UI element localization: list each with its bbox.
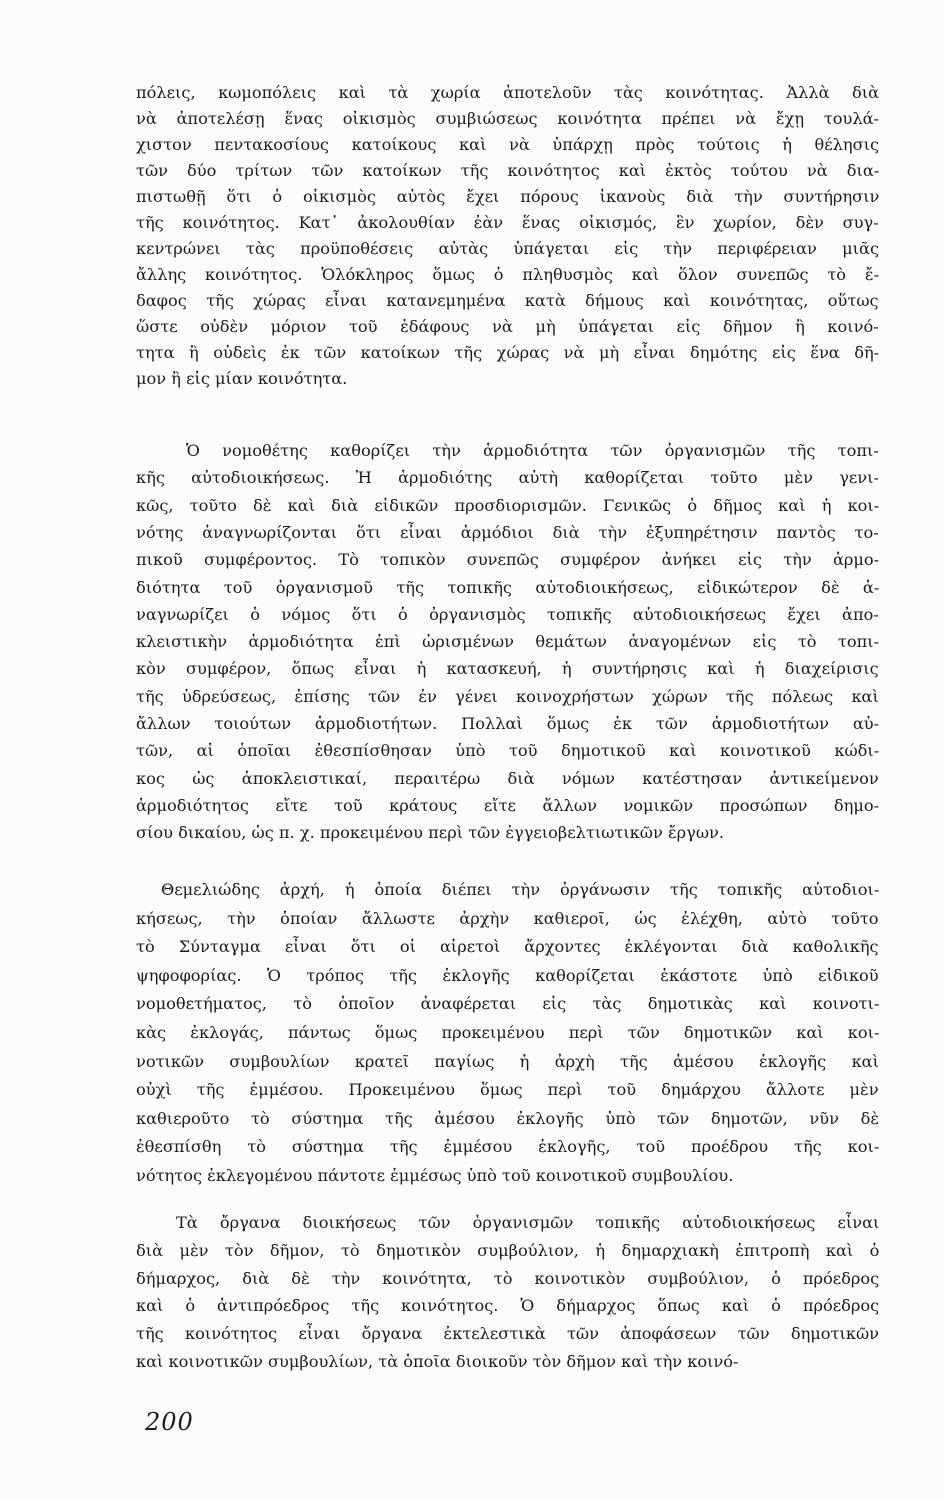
text-line: τὸ Σύνταγμα εἶναι ὅτι οἱ αἱρετοὶ ἄρχοντες ἐκλέγονται διὰ καθολικῆς	[136, 937, 879, 957]
text-line: διότητα τοῦ ὀργανισμοῦ τῆς τοπικῆς αὐτοδιοικήσεως, εἰδικώτερον δὲ ἀ-	[136, 577, 880, 597]
text-line: ὥστε οὐδὲν μόριον τοῦ ἐδάφους νὰ μὴ ὑπάγεται εἰς δῆμον ἢ κοινό-	[136, 317, 879, 336]
text-line: τῆς κοινότητος. Κατ᾽ ἀκολουθίαν ἐὰν ἕνας οἰκισμός, ἓν χωρίον, δὲν συγ-	[136, 213, 879, 232]
text-line: Θεμελιώδης ἀρχή, ἡ ὁποία διέπει τὴν ὀργάνωσιν τῆς τοπικῆς αὐτοδιοι-	[161, 880, 880, 899]
text-line: οὐχὶ τῆς ἐμμέσου. Προκειμένου ὅμως περὶ τοῦ δημάρχου ἄλλοτε μὲν	[136, 1080, 879, 1100]
text-line: κὰς ἐκλογάς, πάντως ὅμως προκειμένου περὶ τῶν δημοτικῶν καὶ κοι-	[136, 1023, 880, 1042]
text-line: κεντρώνει τὰς προϋποθέσεις αὐτὰς ὑπάγεται εἰς τὴν περιφέρειαν μιᾶς	[136, 239, 880, 258]
text-line: κῆς αὐτοδιοικήσεως. Ἡ ἁρμοδιότης αὐτὴ καθορίζεται τοῦτο μὲν γενι-	[136, 468, 879, 488]
text-line: σίου δικαίου, ὡς π. χ. προκειμένου περὶ τῶν ἐγγειοβελτιωτικῶν ἔργων.	[136, 823, 725, 843]
text-line: ναγνωρίζει ὁ νόμος ὅτι ὁ ὀργανισμὸς τοπικῆς αὐτοδιοικήσεως ἔχει ἀπο-	[136, 604, 879, 624]
text-line: νότης ἀναγνωρίζονται ὅτι εἶναι ἁρμόδιοι διὰ τὴν ἐξυπηρέτησιν παντὸς το-	[136, 522, 879, 542]
text-line: νότητος ἐκλεγομένου πάντοτε ἐμμέσως ὑπὸ τοῦ κοινοτικοῦ συμβουλίου.	[136, 1166, 734, 1185]
text-line: τητα ἢ οὐδεὶς ἐκ τῶν κατοίκων τῆς χώρας νὰ μὴ εἶναι δημότης εἰς ἕνα δῆ-	[136, 343, 880, 362]
text-line: ἄλλων τοιούτων ἁρμοδιοτήτων. Πολλαὶ ὅμως ἐκ τῶν ἁρμοδιοτήτων αὐ-	[136, 714, 880, 733]
text-line: κὸν συμφέρον, ὅπως εἶναι ἡ κατασκευή, ἡ συντήρησις καὶ ἡ διαχείρισις	[136, 659, 879, 679]
text-line: διὰ μὲν τὸν δῆμον, τὸ δημοτικὸν συμβούλιον, ἡ δημαρχιακὴ ἐπιτροπὴ καὶ ὁ	[136, 1240, 880, 1260]
text-line: νοτικῶν συμβουλίων κρατεῖ παγίως ἡ ἀρχὴ τῆς ἀμέσου ἐκλογῆς καὶ	[136, 1051, 879, 1071]
text-line: ἁρμοδιότητος εἴτε τοῦ κράτους εἴτε ἄλλων νομικῶν προσώπων δημο-	[136, 795, 880, 815]
text-line: πιστωθῇ ὅτι ὁ οἰκισμὸς αὐτὸς ἔχει πόρους ἱκανοὺς διὰ τὴν συντήρησιν	[136, 187, 880, 206]
text-line: κῶς, τοῦτο δὲ καὶ διὰ εἰδικῶν προσδιορισμῶν. Γενικῶς ὁ δῆμος καὶ ἡ κοι-	[136, 495, 880, 515]
text-line: μον ἢ εἰς μίαν κοινότητα.	[136, 369, 348, 388]
text-line: καθιεροῦτο τὸ σύστημα τῆς ἀμέσου ἐκλογῆς ὑπὸ τῶν δημοτῶν, νῦν δὲ	[136, 1108, 879, 1128]
text-line: τῆς ὑδρεύσεως, ἐπίσης τῶν ἐν γένει κοινοχρήστων χώρων τῆς πόλεως καὶ	[136, 686, 879, 706]
text-line: δήμαρχος, διὰ δὲ τὴν κοινότητα, τὸ κοινοτικὸν συμβούλιον, ὁ πρόεδρος	[136, 1268, 880, 1288]
text-line: καὶ κοινοτικῶν συμβουλίων, τὰ ὁποῖα διοικοῦν τὸν δῆμον καὶ τὴν κοινό-	[136, 1352, 739, 1371]
text-line: κος ὡς ἀποκλειστικαί, περαιτέρω διὰ νόμων κατέστησαν ἀντικείμενον	[136, 768, 879, 788]
page-number: 200	[145, 1408, 194, 1436]
text-line: τῆς κοινότητος εἶναι ὄργανα ἐκτελεστικὰ τῶν ἀποφάσεων τῶν δημοτικῶν	[136, 1324, 880, 1344]
text-line: νὰ ἀποτελέσῃ ἕνας οἰκισμὸς συμβιώσεως κοινότητα πρέπει νὰ ἔχῃ τουλά-	[136, 109, 880, 128]
text-line: ἐθεσπίσθη τὸ σύστημα τῆς ἐμμέσου ἐκλογῆς, τοῦ προέδρου τῆς κοι-	[136, 1137, 880, 1157]
text-line: Ὁ νομοθέτης καθορίζει τὴν ἁρμοδιότητα τῶν ὀργανισμῶν τῆς τοπι-	[186, 441, 879, 460]
text-line: πόλεις, κωμοπόλεις καὶ τὰ χωρία ἀποτελοῦν τὰς κοινότητας. Ἀλλὰ διὰ	[136, 83, 880, 102]
text-line: χιστον πεντακοσίους κατοίκους καὶ νὰ ὑπάρχῃ πρὸς τούτοις ἡ θέλησις	[136, 135, 880, 154]
text-line: κήσεως, τὴν ὁποίαν ἄλλωστε ἀρχὴν καθιεροῖ, ὡς ἐλέχθη, αὐτὸ τοῦτο	[136, 908, 879, 928]
text-line: καὶ ὁ ἀντιπρόεδρος τῆς κοινότητος. Ὁ δήμαρχος ὅπως καὶ ὁ πρόεδρος	[136, 1296, 880, 1316]
text-line: τῶν δύο τρίτων τῶν κατοίκων τῆς κοινότητος καὶ ἐκτὸς τούτου νὰ δια-	[136, 161, 880, 180]
text-line: τῶν, αἱ ὁποῖαι ἐθεσπίσθησαν ὑπὸ τοῦ δημοτικοῦ καὶ κοινοτικοῦ κώδι-	[136, 741, 880, 761]
text-line: πικοῦ συμφέροντος. Τὸ τοπικὸν συνεπῶς συμφέρον ἀνήκει εἰς τὴν ἁρμο-	[136, 550, 880, 570]
text-line: ἄλλης κοινότητος. Ὁλόκληρος ὅμως ὁ πληθυσμὸς καὶ ὅλον συνεπῶς τὸ ἔ-	[136, 265, 880, 284]
text-line: κλειστικὴν ἁρμοδιότητα ἐπὶ ὡρισμένων θεμάτων ἀναγομένων εἰς τὸ τοπι-	[136, 632, 880, 652]
text-line: ψηφοφορίας. Ὁ τρόπος τῆς ἐκλογῆς καθορίζεται ἑκάστοτε ὑπὸ εἰδικοῦ	[136, 965, 879, 985]
text-line: δαφος τῆς χώρας εἶναι κατανεμημένα κατὰ δήμους καὶ κοινότητας, οὕτως	[136, 291, 879, 310]
text-line: Τὰ ὄργανα διοικήσεως τῶν ὀργανισμῶν τοπικῆς αὐτοδιοικήσεως εἶναι	[176, 1213, 880, 1232]
text-line: νομοθετήματος, τὸ ὁποῖον ἀναφέρεται εἰς τὰς δημοτικὰς καὶ κοινοτι-	[136, 994, 880, 1014]
